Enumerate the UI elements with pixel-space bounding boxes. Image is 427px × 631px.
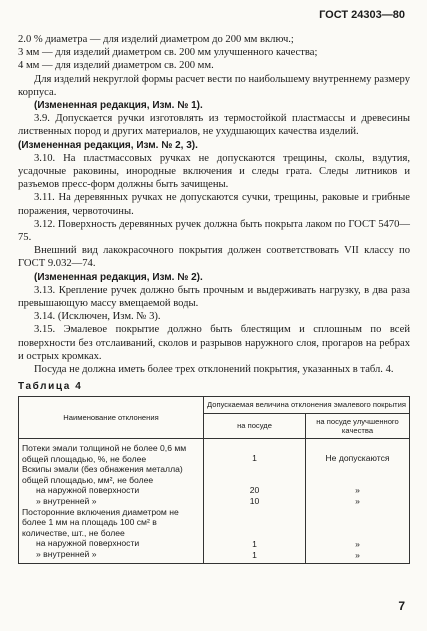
- paragraph: 3.12. Поверхность деревянных ручек должна быть покрыта лаком по ГОСТ 5470—75.: [18, 218, 410, 244]
- cell-value-column: [204, 439, 306, 564]
- deviation-name: » внутренней »: [36, 496, 97, 507]
- paragraph: 3.9. Допускается ручки изготовлять из термостойкой пластмассы и древесины лиственных пород и других материалов, не ухудшающих качества изделий.: [18, 113, 410, 138]
- deviation-name: Вскипы эмали (без обнажения металла) общей площадью, мм², не более: [22, 464, 183, 485]
- value-improved: »: [355, 496, 360, 507]
- paragraph: Внешний вид лакокрасочного покрытия должен соответствовать VII классу по ГОСТ 9.032—74.: [18, 245, 410, 270]
- value-regular: 1: [252, 539, 257, 550]
- deviation-name: на наружной поверхности: [36, 538, 140, 549]
- value-improved: »: [355, 550, 360, 561]
- value-regular: [207, 464, 302, 485]
- col-header-name: Наименование отклонения: [19, 397, 204, 439]
- col-header-b: на посуде улучшенного качества: [306, 413, 410, 438]
- col-header-a: на посуде: [204, 413, 306, 438]
- value-regular: [207, 507, 302, 539]
- paragraph: 3.14. (Исключен, Изм. № 3).: [34, 311, 161, 323]
- paragraph-list: [18, 33, 410, 376]
- paragraph: 3.15. Эмалевое покрытие должно быть блестящим и сплошным по всей поверхности без отслаиваний, сколов и разрывов наружного слоя, прогаров на ребрах и острых кромках.: [18, 324, 410, 362]
- deviation-name: » внутренней »: [36, 549, 97, 560]
- cell-improved-column: [306, 439, 410, 564]
- paragraph: (Измененная редакция, Изм. № 1).: [34, 100, 203, 112]
- table-row: [19, 439, 410, 564]
- deviation-table: [18, 396, 410, 564]
- value-improved: Не допускаются: [325, 453, 390, 464]
- col-header-group: Допускаемая величина отклонения эмалевого покрытия: [204, 397, 410, 413]
- paragraph: 3.13. Крепление ручек должно быть прочным и выдерживать нагрузку, в два раза превышающую массу вмещаемой воды.: [18, 284, 410, 310]
- value-regular: 20: [249, 485, 260, 496]
- paragraph: 3.10. На пластмассовых ручках не допускаются трещины, сколы, вздутия, усадочные раковины, инородные включения и следы грата. Следы литников и разъемов пресс-форм должны быть зачищены.: [18, 152, 410, 191]
- deviation-name: Потеки эмали толщиной не более 0,6 мм общей площадью, %, не более: [22, 443, 187, 464]
- value-improved: [309, 507, 406, 539]
- table-caption: Таблица 4: [18, 381, 83, 393]
- paragraph: (Измененная редакция, Изм. № 2).: [34, 271, 203, 283]
- value-regular: 1: [252, 550, 257, 561]
- page-number: 7: [398, 598, 405, 613]
- table-body: [19, 439, 410, 564]
- value-regular: 10: [249, 496, 260, 507]
- value-improved: »: [355, 485, 360, 496]
- paragraph: 3 мм — для изделий диаметром св. 200 мм улучшенного качества;: [18, 47, 318, 59]
- paragraph: 3.11. На деревянных ручках не допускаются сучки, трещины, раковые и грибные поражения, червоточины.: [18, 192, 410, 217]
- document-body: [18, 33, 410, 564]
- value-regular: 1: [252, 453, 257, 464]
- paragraph: 4 мм — для изделий диаметром св. 200 мм.: [18, 60, 214, 72]
- paragraph: 2.0 % диаметра — для изделий диаметром до 200 мм включ.;: [18, 34, 294, 45]
- value-improved: [309, 464, 406, 485]
- paragraph: (Измененная редакция, Изм. № 2, 3).: [18, 139, 198, 151]
- cell-name-column: [19, 439, 204, 564]
- paragraph: Для изделий некруглой формы расчет вести по наибольшему внутреннему размеру корпуса.: [18, 73, 410, 98]
- paragraph: Посуда не должна иметь более трех отклонений покрытия, указанных в табл. 4.: [34, 364, 394, 376]
- deviation-name: Посторонние включения диаметром не более 1 мм на площадь 100 см² в количестве, шт., не более: [22, 506, 179, 538]
- document-code: ГОСТ 24303—80: [319, 9, 405, 21]
- value-improved: »: [355, 539, 360, 550]
- deviation-name: на наружной поверхности: [36, 485, 140, 496]
